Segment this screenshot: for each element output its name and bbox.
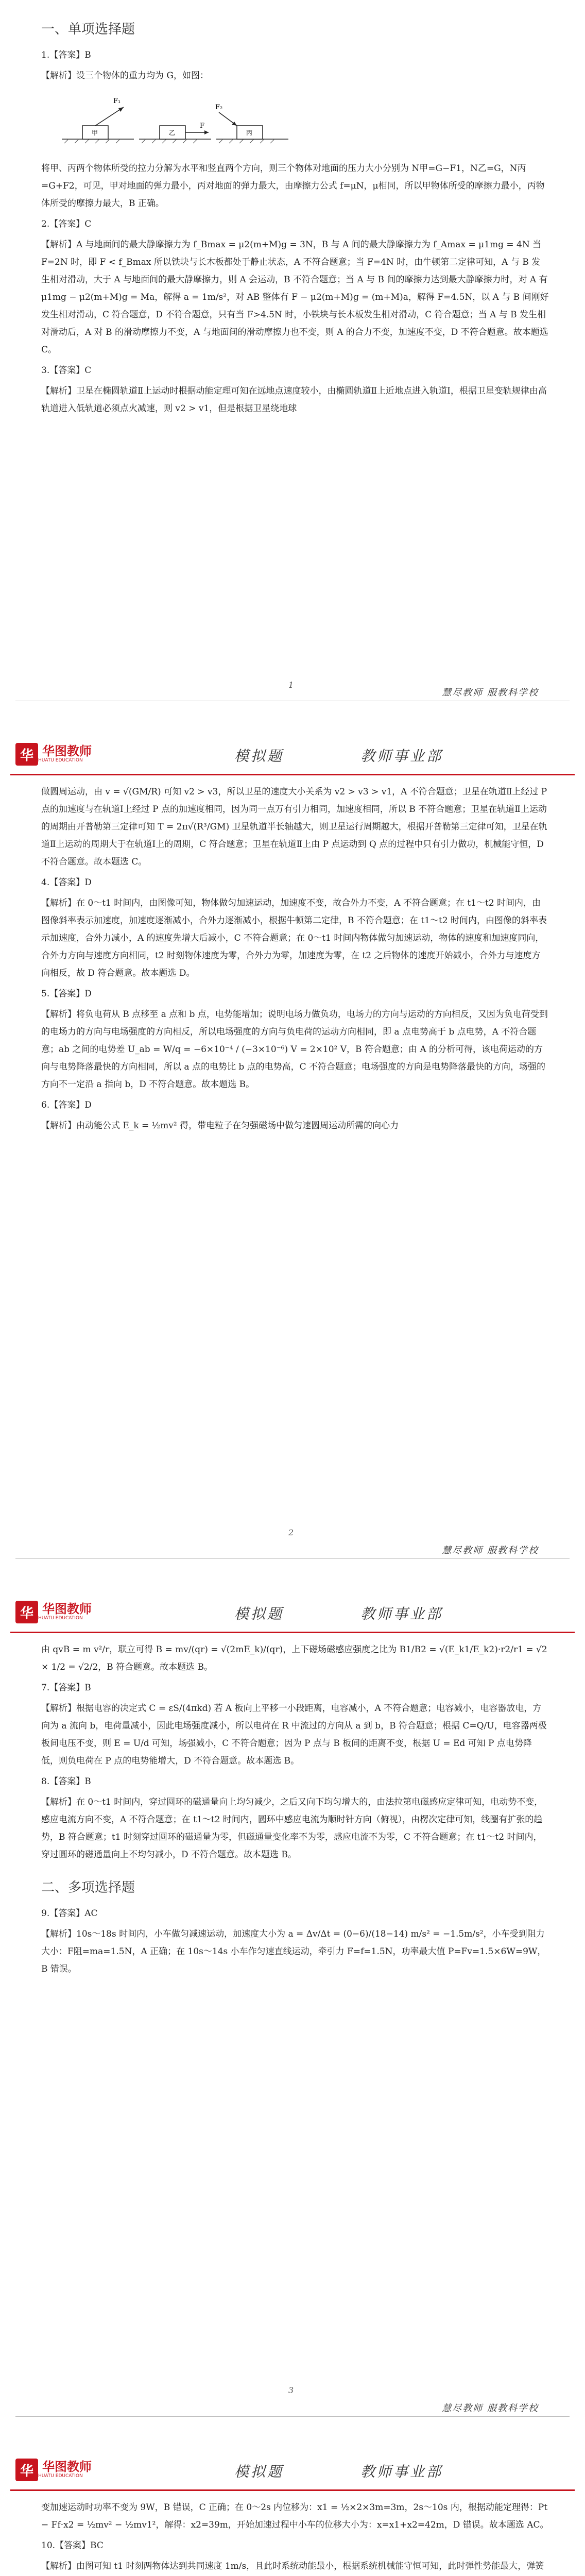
q3-explanation: 【解析】卫星在椭圆轨道Ⅱ上运动时根据动能定理可知在远地点速度较小，由椭圆轨道Ⅱ上近地点进入轨道Ⅰ，根据卫星变轨规律由高轨道进入低轨道必须点火减速，则 v2 > v1，但是根据卫星绕地球 <box>41 386 547 414</box>
page-2-header <box>0 726 585 773</box>
logo-mark-icon: 华 <box>15 1601 38 1623</box>
q1-explanation: 【解析】设三个物体的重力均为 G，如图： <box>41 71 209 81</box>
q6-explanation-cont: 由 qvB = m v²/r，联立可得 B = mv/(qr) = √(2mE_k)/(qr)，上下磁场磁感应强度之比为 B1/B2 = √(E_k1/E_k2)·r2/r1 = √2 × 1/2 = √2/2，B 符合题意。故本题选 B。 <box>41 1645 547 1672</box>
header-divider <box>10 774 575 775</box>
q6-answer: 6.【答案】D <box>41 1100 92 1110</box>
q9-explanation: 【解析】10s～18s 时间内，小车做匀减速运动，加速度大小为 a = Δv/Δt = (0−6)/(18−14) m/s² = −1.5m/s²，小车受到阻力大小：F阻=ma=1.5N，A 正确；在 10s～14s 小车作匀速直线运动，牵引力 F=f=1.5N，功率最大值 P=Fv=1.5×6W=9W，B 错误。 <box>41 1929 546 1974</box>
page-4-header <box>0 2442 585 2488</box>
q7-answer: 7.【答案】B <box>41 1683 91 1693</box>
logo-mark-icon: 华 <box>15 743 38 766</box>
q1-force-diagram <box>62 92 288 148</box>
svg-text:甲: 甲 <box>92 129 98 137</box>
header-divider <box>10 1632 575 1633</box>
logo <box>15 1599 113 1625</box>
svg-text:F₂: F₂ <box>215 104 223 111</box>
page-1-number: 1 <box>288 680 294 690</box>
page-2-footer: 慧尽教师 服教科学校 <box>442 1545 539 1556</box>
logo-subtext: HUATU EDUCATION <box>38 2473 83 2479</box>
page-3-content <box>41 1641 549 1981</box>
logo-subtext: HUATU EDUCATION <box>38 1616 83 1621</box>
page-1-content <box>41 5 549 420</box>
page-3 <box>0 1579 585 2438</box>
svg-text:乙: 乙 <box>169 129 176 137</box>
q1-body: 将甲、丙两个物体所受的拉力分解为水平和竖直两个方向，则三个物体对地面的压力大小分别为 N甲=G−F1，N乙=G，N丙=G+F2，可见，甲对地面的弹力最小，丙对地面的弹力最大，由摩擦力公式 f=μN，μ相同，所以甲物体所受的摩擦力最小，丙物体所受的摩擦力最大，B 正确。 <box>41 163 545 209</box>
page-3-footer: 慧尽教师 服教科学校 <box>442 2403 539 2414</box>
q5-explanation: 【解析】将负电荷从 B 点移至 a 点和 b 点，电势能增加；说明电场力做负功，电场力的方向与运动的方向相反，又因为负电荷受到的电场力的方向与电场强度的方向相反，所以电场强度的方向与负电荷的运动方向相同，即 a 点电势高于 b 点电势，A 不符合题意；ab 之间的电势差 U_ab = W/q = −6×10⁻⁴ / (−3×10⁻⁶) V = 2×10² V，B 符合题意；由 A 的分析可得，该电荷运动的方向与电势降落最快的方向相同，所以 a 点的电势比 b 点的电势高，C 不符合题意；电场强度的方向是电势降落最快的方向，场强的方向不一定沿 a 指向 b，D 不符合题意。故本题选 B。 <box>41 1009 548 1090</box>
page-2-content <box>41 783 549 1138</box>
page-2-footer-line <box>15 1558 570 1559</box>
page-3-footer-line <box>15 2416 570 2417</box>
q6-explanation: 【解析】由动能公式 E_k = ½mv² 得，带电粒子在匀强磁场中做匀速圆周运动所需的向心力 <box>41 1121 399 1131</box>
svg-text:丙: 丙 <box>246 129 253 137</box>
q7-explanation: 【解析】根据电容的决定式 C = εS/(4πkd) 若 A 板向上平移一小段距离，电容减小，A 不符合题意；电容减小，电容器放电，方向为 a 流向 b，电荷量减小，因此电场强度减小，所以电荷在 R 中流过的方向从 a 到 b，B 符合题意；根据 C=Q/U，电容器两极板间电压不变，则 E = U/d 可知，场强减小，C 不符合题意；因为 P 点与 B 板间的距离不变，根据 U = Ed 可知 P 点电势降低，则负电荷在 P 点的电势能增大，D 不符合题意。故本题选 B。 <box>41 1703 547 1766</box>
page-3-number: 3 <box>288 2385 294 2395</box>
q8-answer: 8.【答案】B <box>41 1776 91 1787</box>
page-1 <box>0 0 585 722</box>
q4-explanation: 【解析】在 0～t1 时间内，由图像可知，物体做匀加速运动，加速度不变，故合外力不变，A 不符合题意；在 t1～t2 时间内，由图像斜率表示加速度，加速度逐渐减小，合外力逐渐减小，根据牛顿第二定律，B 不符合题意；在 t1～t2 时间内，由图像的斜率表示加速度，合外力减小，A 的速度先增大后减小，C 不符合题意；在 0～t1 时间内物体做匀加速运动，物体的速度和加速度同向，合外力方向与速度方向相同，t2 时刻物体速度为零，合外力为零，加速度为零，在 t2 之后物体的速度开始减小，合外力与速度方向相反，故 D 符合题意。故本题选 D。 <box>41 898 547 978</box>
header-right-text: 教师事业部 <box>360 748 443 765</box>
q10-answer: 10.【答案】BC <box>41 2540 104 2551</box>
page-4-content <box>41 2499 549 2576</box>
q1-answer: 1.【答案】B <box>41 50 91 60</box>
svg-text:F: F <box>200 122 205 130</box>
q2-explanation: 【解析】A 与地面间的最大静摩擦力为 f_Bmax = μ2(m+M)g = 3N，B 与 A 间的最大静摩擦力为 f_Amax = μ1mg = 4N 当 F=2N 时，即 F < f_Bmax 所以铁块与长木板都处于静止状态，A 不符合题意；当 F=4N 时，由牛顿第二定律可知，A 与 B 发生相对滑动，大于 A 与地面间的最大静摩擦力，则 A 会运动，B 不符合题意；当 A 与 B 间的摩擦力达到最大静摩擦力时，对 A 有 μ1mg − μ2(m+M)g = Ma，解得 a = 1m/s²，对 AB 整体有 F − μ2(m+M)g = (m+M)a，解得 F=4.5N，以 A 与 B 间刚好发生相对滑动，C 符合题意，D 不符合题意，只有当 F>4.5N 时，小铁块与长木板发生相对滑动，C 符合题意；当 A 与 B 发生相对滑动后，A 对 B 的滑动摩擦力不变，A 与地面间的滑动摩擦力也不变，则 A 的合力不变，加速度不变，D 不符合题意。故本题选 C。 <box>41 240 549 355</box>
q9-explanation-cont: 变加速运动时功率不变为 9W，B 错误，C 正确；在 0～2s 内位移为：x1 = ½×2×3m=3m，2s～10s 内，根据动能定理得：Pt − Ff·x2 = ½mv² − ½mv1²，解得：x2=39m，开始加速过程中小车的位移大小为：x=x1+x2=42m，D 错误。故本题选 AC。 <box>41 2502 549 2530</box>
section-title-multi-choice: 二、多项选择题 <box>41 1880 135 1895</box>
page-2-number: 2 <box>288 1528 294 1537</box>
q3-answer: 3.【答案】C <box>41 365 92 376</box>
page-4 <box>0 2437 585 2576</box>
logo-text: 华图教师 <box>42 2460 92 2474</box>
logo-mark-icon: 华 <box>15 2459 38 2481</box>
logo <box>15 2456 113 2483</box>
q3-explanation-cont: 做圆周运动，由 v = √(GM/R) 可知 v2 > v3，所以卫星的速度大小关系为 v2 > v3 > v1，A 不符合题意；卫星在轨道Ⅱ上经过 P 点的加速度与在轨道Ⅰ上经过 P 点的加速度相同，因为同一点万有引力相同，加速度相同，所以 B 不符合题意；卫星在轨道Ⅱ上运动的周期由开普勒第三定律可知 T = 2π√(R³/GM) 卫星轨道半长轴越大，则卫星运行周期越大，根据开普勒第三定律可知，卫星在轨道Ⅱ上运动的周期大于在轨道Ⅰ上的周期，C 符合题意；卫星在轨道Ⅱ上由 P 点运动到 Q 点的过程中只有引力做功，机械能守恒，D 不符合题意。故本题选 C。 <box>41 787 547 867</box>
logo-text: 华图教师 <box>42 744 92 758</box>
q10-explanation: 【解析】由图可知 t1 时刻两物体达到共同速度 1m/s，且此时系统动能最小，根据系统机械能守恒可知，此时弹性势能最大，弹簧 <box>41 2561 544 2571</box>
page-3-header <box>0 1584 585 1631</box>
svg-text:F₁: F₁ <box>113 97 121 105</box>
header-divider <box>10 2489 575 2491</box>
header-center-text: 模拟题 <box>234 2463 284 2480</box>
q2-answer: 2.【答案】C <box>41 219 92 229</box>
logo-subtext: HUATU EDUCATION <box>38 758 83 763</box>
header-center-text: 模拟题 <box>234 748 284 765</box>
q9-answer: 9.【答案】AC <box>41 1908 98 1919</box>
header-right-text: 教师事业部 <box>360 1605 443 1622</box>
header-right-text: 教师事业部 <box>360 2463 443 2480</box>
section-title-single-choice: 一、单项选择题 <box>41 22 135 37</box>
q8-explanation: 【解析】在 0～t1 时间内，穿过圆环的磁通量向上均匀减少，之后又向下均匀增大的，由法拉第电磁感应定律可知，电动势不变，感应电流方向不变，A 不符合题意；在 t1～t2 时间内，圆环中感应电流为顺时针方向（俯视），由楞次定律可知，线圈有扩张的趋势，B 符合题意；t1 时刻穿过圆环的磁通量为零，但磁通量变化率不为零，感应电流不为零，C 不符合题意；在 t1～t2 时间内，穿过圆环的磁通量向上不均匀减小，D 不符合题意。故本题选 B。 <box>41 1797 543 1860</box>
page-1-footer: 慧尽教师 服教科学校 <box>442 687 539 698</box>
q4-answer: 4.【答案】D <box>41 877 92 888</box>
header-center-text: 模拟题 <box>234 1605 284 1622</box>
page-2 <box>0 721 585 1580</box>
logo <box>15 741 113 768</box>
q5-answer: 5.【答案】D <box>41 989 92 999</box>
logo-text: 华图教师 <box>42 1602 92 1616</box>
